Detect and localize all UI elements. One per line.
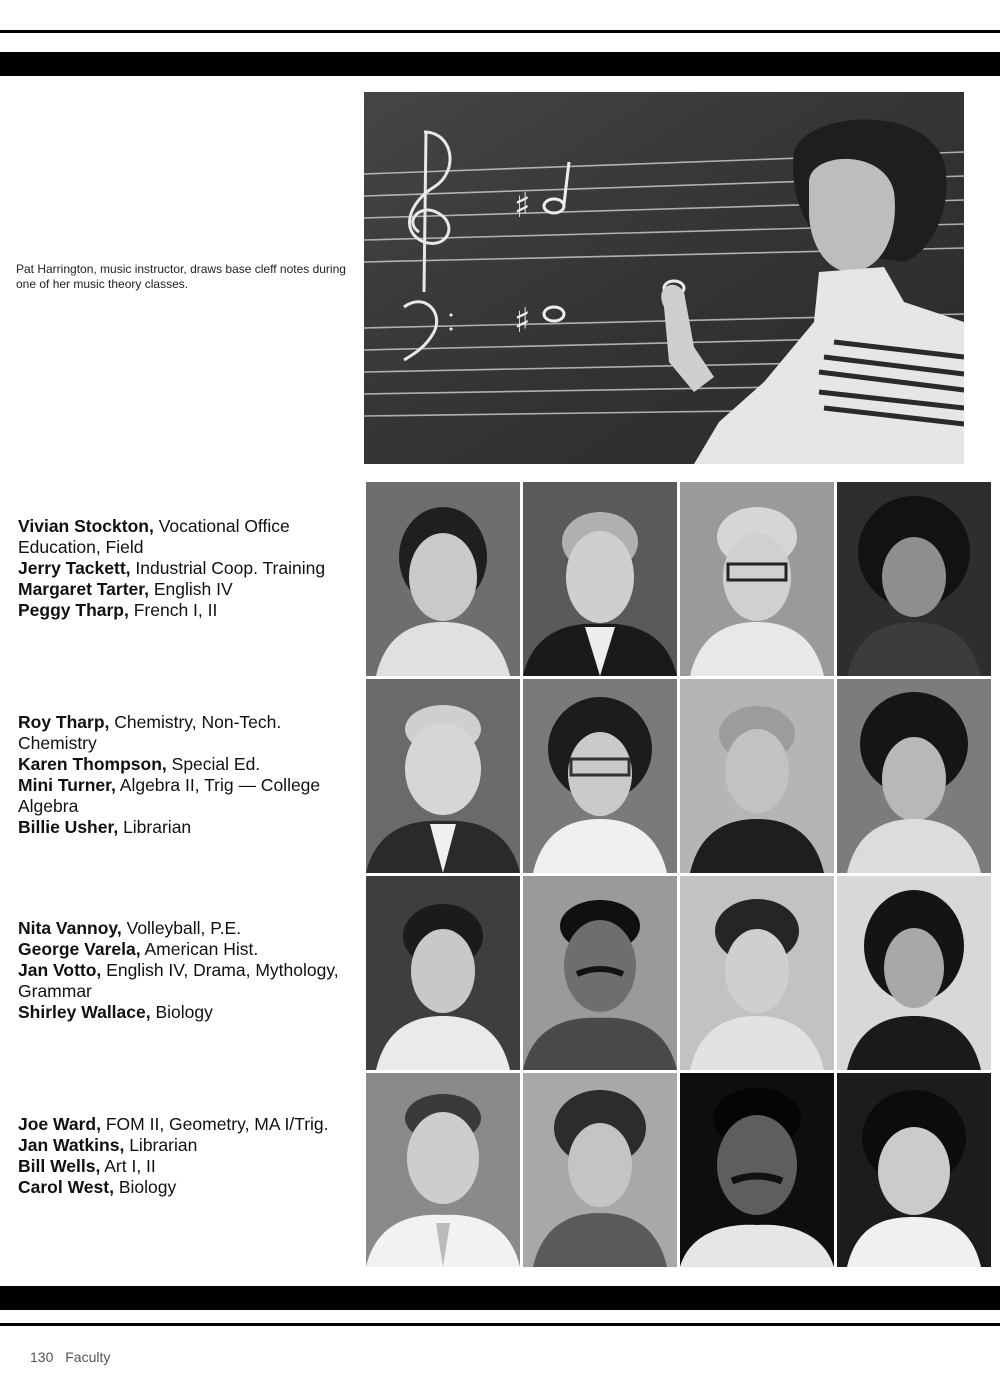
faculty-entry bbox=[18, 558, 358, 579]
portrait-photo bbox=[366, 679, 520, 873]
faculty-subject: Biology bbox=[118, 1177, 177, 1197]
portrait-photo bbox=[837, 482, 991, 676]
faculty-name: Mini Turner, bbox=[18, 775, 116, 795]
page-number: 130 bbox=[30, 1349, 54, 1365]
faculty-name: George Varela, bbox=[18, 939, 141, 959]
names-group-2 bbox=[18, 712, 358, 838]
portrait-photo bbox=[680, 1073, 834, 1267]
faculty-name: Shirley Wallace, bbox=[18, 1002, 151, 1022]
faculty-subject: Vocational Office Education, Field bbox=[18, 516, 290, 557]
section-title: Faculty bbox=[65, 1349, 111, 1365]
faculty-entry bbox=[18, 1156, 358, 1177]
faculty-entry bbox=[18, 960, 358, 1002]
faculty-entry bbox=[18, 817, 358, 838]
faculty-subject: American Hist. bbox=[144, 939, 259, 959]
faculty-entry bbox=[18, 754, 358, 775]
faculty-subject: Librarian bbox=[123, 817, 192, 837]
portrait-photo bbox=[523, 482, 677, 676]
portrait-photo bbox=[523, 876, 677, 1070]
portrait-photo bbox=[366, 876, 520, 1070]
faculty-subject: Chemistry, Non-Tech. Chemistry bbox=[18, 712, 282, 753]
portrait-photo bbox=[680, 482, 834, 676]
names-group-3 bbox=[18, 918, 358, 1023]
faculty-subject: Algebra II, Trig — College Algebra bbox=[18, 775, 321, 816]
portrait-photo bbox=[837, 876, 991, 1070]
svg-text:♯: ♯ bbox=[514, 301, 531, 341]
faculty-subject: English IV, Drama, Mythology, Grammar bbox=[18, 960, 339, 1001]
faculty-subject: French I, II bbox=[133, 600, 218, 620]
faculty-entry bbox=[18, 516, 358, 558]
faculty-entry bbox=[18, 712, 358, 754]
faculty-subject: Biology bbox=[155, 1002, 213, 1022]
faculty-entry bbox=[18, 775, 358, 817]
portrait-photo bbox=[523, 679, 677, 873]
bottom-thin-rule bbox=[0, 1323, 1000, 1326]
top-thin-rule bbox=[0, 30, 1000, 33]
top-black-bar bbox=[0, 52, 1000, 76]
photo-caption: Pat Harrington, music instructor, draws base cleff notes during one of her music theory classes. bbox=[16, 262, 346, 291]
faculty-subject: Special Ed. bbox=[171, 754, 261, 774]
portrait-photo bbox=[680, 679, 834, 873]
svg-text:♯: ♯ bbox=[514, 186, 531, 226]
faculty-name: Jan Watkins, bbox=[18, 1135, 125, 1155]
faculty-name: Joe Ward, bbox=[18, 1114, 101, 1134]
faculty-entry bbox=[18, 579, 358, 600]
faculty-name: Jerry Tackett, bbox=[18, 558, 131, 578]
faculty-entry bbox=[18, 1177, 358, 1198]
faculty-subject: English IV bbox=[153, 579, 233, 599]
chalkboard-photo bbox=[364, 92, 964, 464]
faculty-entry bbox=[18, 918, 358, 939]
portrait-photo bbox=[837, 679, 991, 873]
faculty-name: Karen Thompson, bbox=[18, 754, 167, 774]
faculty-name: Vivian Stockton, bbox=[18, 516, 154, 536]
page-footer bbox=[30, 1349, 110, 1365]
faculty-subject: FOM II, Geometry, MA I/Trig. bbox=[105, 1114, 329, 1134]
faculty-name: Nita Vannoy, bbox=[18, 918, 122, 938]
portrait-photo bbox=[523, 1073, 677, 1267]
faculty-name: Bill Wells, bbox=[18, 1156, 101, 1176]
faculty-entry bbox=[18, 1002, 358, 1023]
faculty-subject: Librarian bbox=[129, 1135, 198, 1155]
faculty-subject: Industrial Coop. Training bbox=[135, 558, 326, 578]
portrait-photo bbox=[366, 482, 520, 676]
faculty-name: Billie Usher, bbox=[18, 817, 119, 837]
portrait-grid bbox=[366, 482, 992, 1268]
faculty-entry bbox=[18, 1114, 358, 1135]
names-group-4 bbox=[18, 1114, 358, 1198]
faculty-subject: Art I, II bbox=[104, 1156, 156, 1176]
bottom-black-bar bbox=[0, 1286, 1000, 1310]
names-group-1 bbox=[18, 516, 358, 621]
faculty-name: Jan Votto, bbox=[18, 960, 102, 980]
faculty-name: Margaret Tarter, bbox=[18, 579, 149, 599]
portrait-photo bbox=[366, 1073, 520, 1267]
faculty-entry bbox=[18, 600, 358, 621]
portrait-photo bbox=[680, 876, 834, 1070]
faculty-entry bbox=[18, 1135, 358, 1156]
faculty-name: Peggy Tharp, bbox=[18, 600, 129, 620]
faculty-name: Carol West, bbox=[18, 1177, 114, 1197]
faculty-subject: Volleyball, P.E. bbox=[126, 918, 242, 938]
portrait-photo bbox=[837, 1073, 991, 1267]
faculty-entry bbox=[18, 939, 358, 960]
faculty-name: Roy Tharp, bbox=[18, 712, 110, 732]
